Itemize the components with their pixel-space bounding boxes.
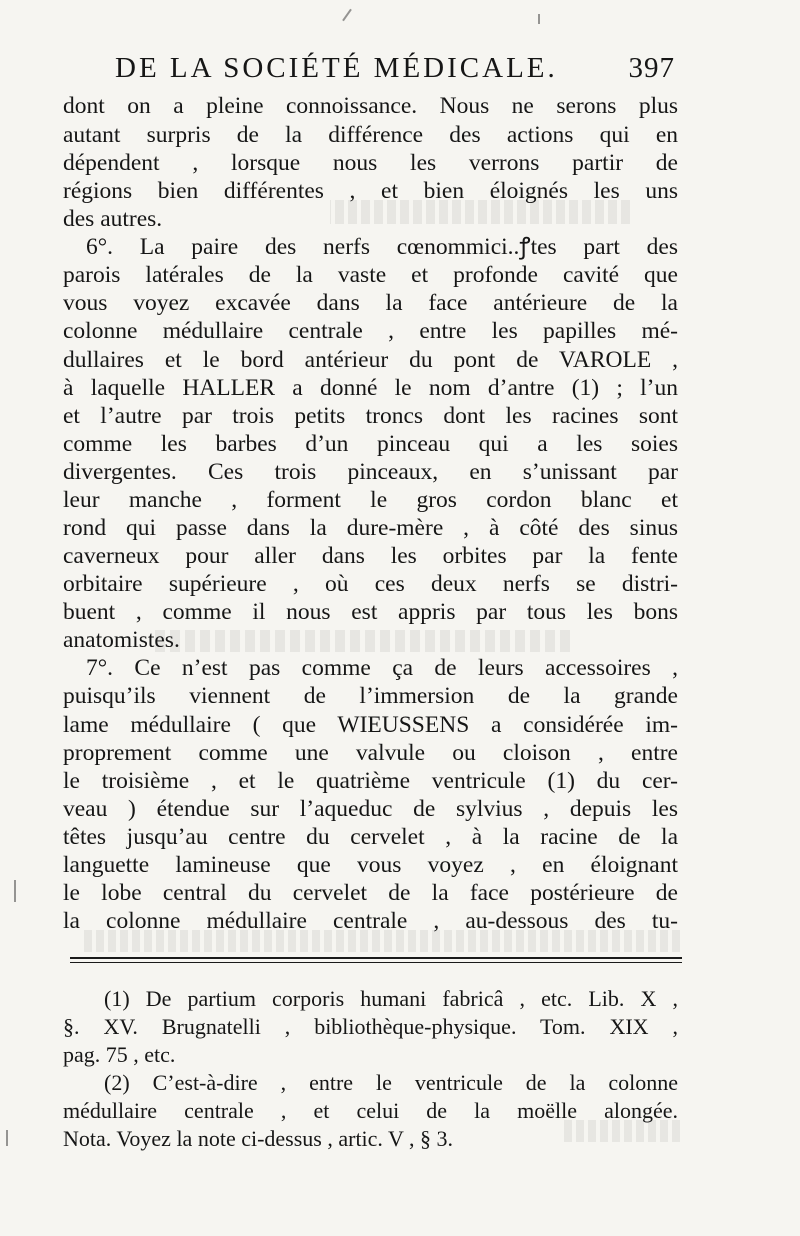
footnote-line: médullaire centrale , et celui de la moëlle alongée. [63,1098,678,1123]
stray-ink-mark [538,14,540,24]
text-line: lame médullaire ( que WIEUSSENS a considérée im- [63,712,678,738]
text-line: caverneux pour aller dans les orbites par la fente [63,543,678,569]
text-line: dont on a pleine connoissance. Nous ne serons plus [63,93,678,119]
running-title: DE LA SOCIÉTÉ MÉDICALE. [115,52,558,84]
text-line: buent , comme il nous est appris par tous les bons [63,599,678,625]
text-line: et l’autre par trois petits troncs dont les racines sont [63,403,678,429]
text-line: veau ) étendue sur l’aqueduc de sylvius , depuis les [63,796,678,822]
paragraph-6-start: 6°. La paire des nerfs cœnommici..ꝭtes part des [86,234,678,260]
text-line: le troisième , et le quatrième ventricule (1) du cer- [63,768,678,794]
text-line: le lobe central du cervelet de la face postérieure de [63,880,678,906]
text-line: vous voyez excavée dans la face antérieure de la [63,290,678,316]
paragraph-7-start: 7°. Ce n’est pas comme ça de leurs accessoires , [86,655,678,681]
footnote-rule-thin [70,962,682,963]
footnote-line: pag. 75 , etc. [63,1042,176,1067]
text-line: anatomistes. [63,627,180,653]
text-line: dépendent , lorsque nous les verrons partir de [63,150,678,176]
stray-ink-mark [342,9,352,22]
text-line: dullaires et le bord antérieur du pont de VAROLE , [63,347,678,373]
footnote-line: §. XV. Brugnatelli , bibliothèque-physique. Tom. XIX , [63,1014,678,1039]
text-line: parois latérales de la vaste et profonde cavité que [63,262,678,288]
text-line: autant surpris de la différence des actions qui en [63,122,678,148]
footnote-2: (2) C’est-à-dire , entre le ventricule de la colonne [104,1070,678,1095]
footnote-line: Nota. Voyez la note ci-dessus , artic. V , § 3. [63,1126,454,1151]
stray-ink-mark [14,880,16,902]
show-through-ink [560,1120,680,1142]
text-line: comme les barbes d’un pinceau qui a les soies [63,431,678,457]
show-through-ink [80,930,680,952]
text-line: des autres. [63,206,163,232]
text-line: régions bien différentes , et bien éloignés les uns [63,178,678,204]
text-line: têtes jusqu’au centre du cervelet , à la racine de la [63,824,678,850]
text-line: puisqu’ils viennent de l’immersion de la grande [63,683,678,709]
footnote-rule-thick [70,957,682,959]
show-through-ink [330,200,630,224]
text-line: leur manche , forment le gros cordon blanc et [63,487,678,513]
stray-ink-mark [6,1130,8,1146]
text-line: languette lamineuse que vous voyez , en éloignant [63,852,678,878]
running-header [115,52,675,92]
text-line: divergentes. Ces trois pinceaux, en s’unissant par [63,459,678,485]
text-line: la colonne médullaire centrale , au-dessous des tu- [63,908,678,934]
text-line: proprement comme une valvule ou cloison , entre [63,740,678,766]
show-through-ink [150,630,570,652]
text-line: orbitaire supérieure , où ces deux nerfs se distri- [63,571,678,597]
text-line: rond qui passe dans la dure-mère , à côté des sinus [63,515,678,541]
footnote-1: (1) De partium corporis humani fabricâ , etc. Lib. X , [104,986,678,1011]
text-line: colonne médullaire centrale , entre les papilles mé- [63,318,678,344]
text-line: à laquelle HALLER a donné le nom d’antre (1) ; l’un [63,375,678,401]
page-number: 397 [628,52,675,84]
